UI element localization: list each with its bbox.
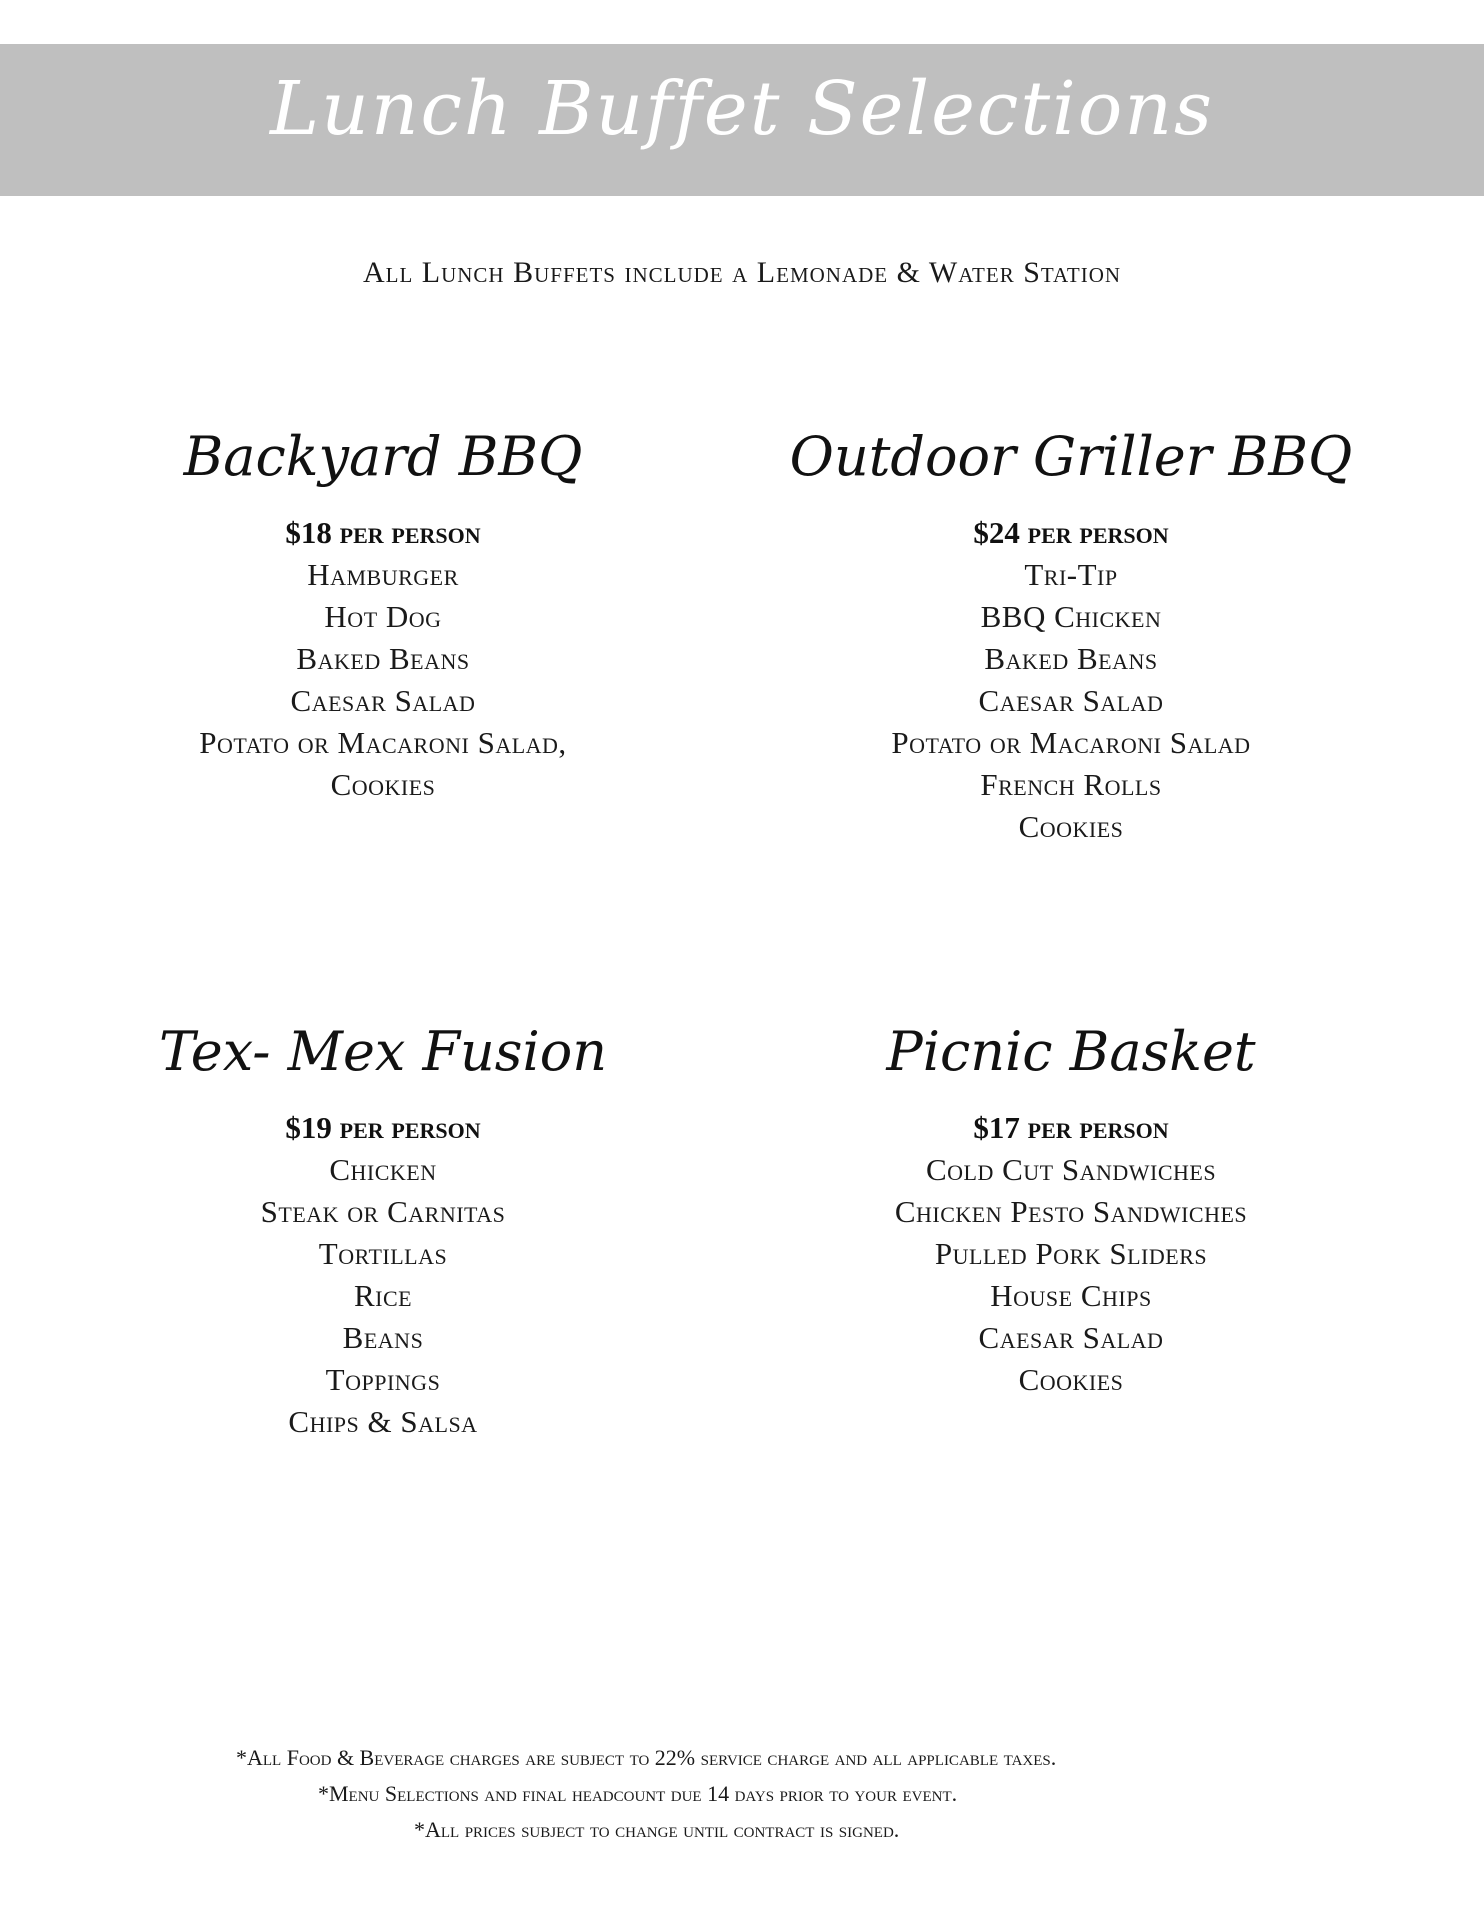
menu-item: Baked Beans: [984, 641, 1158, 676]
package-name: Tex- Mex Fusion: [158, 1020, 608, 1083]
menu-item: Caesar Salad: [978, 683, 1164, 718]
menu-item: Steak or Carnitas: [260, 1194, 506, 1229]
menu-item: Hot Dog: [324, 599, 442, 634]
package-outdoor-griller-bbq: [771, 422, 1371, 848]
menu-item: Cold Cut Sandwiches: [925, 1152, 1217, 1187]
menu-item: Tortillas: [318, 1236, 448, 1271]
menu-item: BBQ Chicken: [980, 599, 1162, 634]
menu-item: Cookies: [1018, 1362, 1124, 1397]
footnotes: [0, 1740, 1484, 1848]
footnote-prices: *All prices subject to change until contract is signed.: [414, 1817, 900, 1842]
menu-item: Caesar Salad: [978, 1320, 1164, 1355]
page-subtitle: All Lunch Buffets include a Lemonade & Water Station: [362, 256, 1122, 289]
package-picnic-basket: [771, 1017, 1371, 1401]
package-items: [771, 1149, 1371, 1401]
package-backyard-bbq: [83, 422, 683, 806]
package-tex-mex-fusion: [83, 1017, 683, 1443]
package-price: $24 per person: [973, 515, 1169, 550]
menu-item: Rice: [353, 1278, 413, 1313]
menu-item: Potato or Macaroni Salad,: [199, 725, 567, 760]
page-title: Lunch Buffet Selections: [270, 66, 1214, 152]
menu-item: Hamburger: [307, 557, 459, 592]
package-name: Backyard BBQ: [183, 425, 583, 488]
menu-item: Baked Beans: [296, 641, 470, 676]
menu-item: Chicken: [329, 1152, 437, 1187]
menu-item: Beans: [342, 1320, 424, 1355]
package-name: Outdoor Griller BBQ: [789, 425, 1353, 488]
menu-item: Tri-Tip: [1024, 557, 1118, 592]
menu-item: Cookies: [1018, 809, 1124, 844]
menu-item: French Rolls: [980, 767, 1162, 802]
package-items: [83, 554, 683, 806]
header-banner: [0, 44, 1484, 196]
menu-item: Chicken Pesto Sandwiches: [894, 1194, 1248, 1229]
package-price: $17 per person: [973, 1110, 1169, 1145]
menu-item: House Chips: [990, 1278, 1152, 1313]
menu-item: Cookies: [330, 767, 436, 802]
menu-item: Pulled Pork Sliders: [934, 1236, 1208, 1271]
footnote-service-charge: *All Food & Beverage charges are subject to 22% service charge and all applicable taxes.: [236, 1745, 1057, 1770]
package-items: [83, 1149, 683, 1443]
footnote-headcount: *Menu Selections and final headcount due 14 days prior to your event.: [318, 1781, 958, 1806]
package-price: $18 per person: [285, 515, 481, 550]
menu-item: Toppings: [325, 1362, 441, 1397]
package-name: Picnic Basket: [886, 1020, 1256, 1083]
package-price: $19 per person: [285, 1110, 481, 1145]
menu-item: Chips & Salsa: [288, 1404, 478, 1439]
package-items: [771, 554, 1371, 848]
menu-item: Caesar Salad: [290, 683, 476, 718]
menu-item: Potato or Macaroni Salad: [891, 725, 1251, 760]
